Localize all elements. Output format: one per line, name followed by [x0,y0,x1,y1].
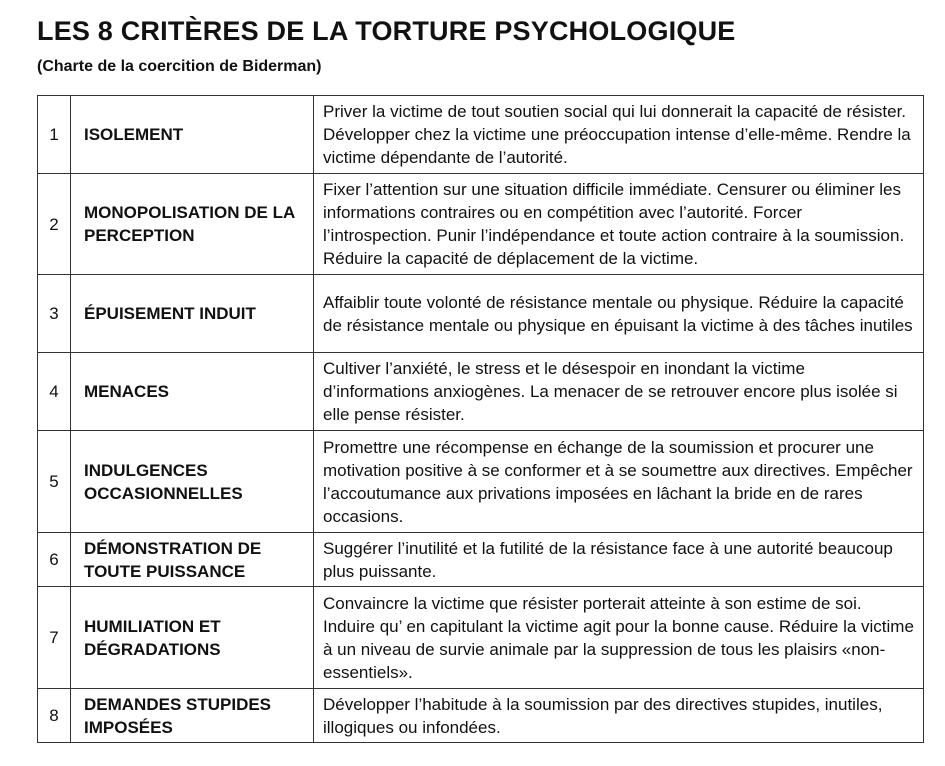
criterion-name: ISOLEMENT [71,96,314,174]
table-row [38,587,924,689]
criterion-name: ÉPUISEMENT INDUIT [71,275,314,353]
criterion-number: 4 [38,353,71,431]
criterion-name: HUMILIATION ET DÉGRADATIONS [71,587,314,689]
criterion-description: Promettre une récompense en échange de la soumission et procurer une motivation positive à se conformer et à se soumettre aux directives. Empêcher l’accoutumance aux privations imposées en lâchant la bride en de rares occasions. [314,431,924,533]
criterion-description: Fixer l’attention sur une situation difficile immédiate. Censurer ou éliminer les informations contraires ou en compétition avec l’autorité. Forcer l’introspection. Punir l’indépendance et toute action contraire à la soumission. Réduire la capacité de déplacement de la victime. [314,174,924,275]
criterion-name: DEMANDES STUPIDES IMPOSÉES [71,689,314,743]
criterion-number: 2 [38,174,71,275]
criterion-name: MONOPOLISATION DE LA PERCEPTION [71,174,314,275]
criterion-description: Convaincre la victime que résister porterait atteinte à son estime de soi. Induire qu’ en capitulant la victime agit pour la bonne cause. Réduire la victime à un niveau de survie animale par la suppression de tous les plaisirs «non-essentiels». [314,587,924,689]
criterion-name: INDULGENCES OCCASIONNELLES [71,431,314,533]
table-row [38,353,924,431]
page-title: LES 8 CRITÈRES DE LA TORTURE PSYCHOLOGIQUE [37,16,736,46]
criterion-description: Développer l’habitude à la soumission par des directives stupides, inutiles, illogiques ou infondées. [314,689,924,743]
table-row [38,533,924,587]
criterion-name: DÉMONSTRATION DE TOUTE PUISSANCE [71,533,314,587]
criterion-number: 6 [38,533,71,587]
document-page [37,14,923,737]
criterion-description: Affaiblir toute volonté de résistance mentale ou physique. Réduire la capacité de résistance mentale ou physique en épuisant la victime à des tâches inutiles [314,275,924,353]
criterion-number: 5 [38,431,71,533]
criterion-name: MENACES [71,353,314,431]
criteria-table [37,95,924,743]
table-row [38,431,924,533]
criterion-number: 3 [38,275,71,353]
criterion-number: 1 [38,96,71,174]
table-row [38,174,924,275]
criterion-description: Suggérer l’inutilité et la futilité de la résistance face à une autorité beaucoup plus puissante. [314,533,924,587]
table-row [38,689,924,743]
page-subtitle: (Charte de la coercition de Biderman) [37,58,322,75]
table-row [38,275,924,353]
criterion-description: Cultiver l’anxiété, le stress et le désespoir en inondant la victime d’informations anxiogènes. La menacer de se retrouver encore plus isolée si elle pense résister. [314,353,924,431]
criterion-description: Priver la victime de tout soutien social qui lui donnerait la capacité de résister. Développer chez la victime une préoccupation intense d’elle-même. Rendre la victime dépendante de l’autorité. [314,96,924,174]
table-row [38,96,924,174]
criterion-number: 8 [38,689,71,743]
criterion-number: 7 [38,587,71,689]
